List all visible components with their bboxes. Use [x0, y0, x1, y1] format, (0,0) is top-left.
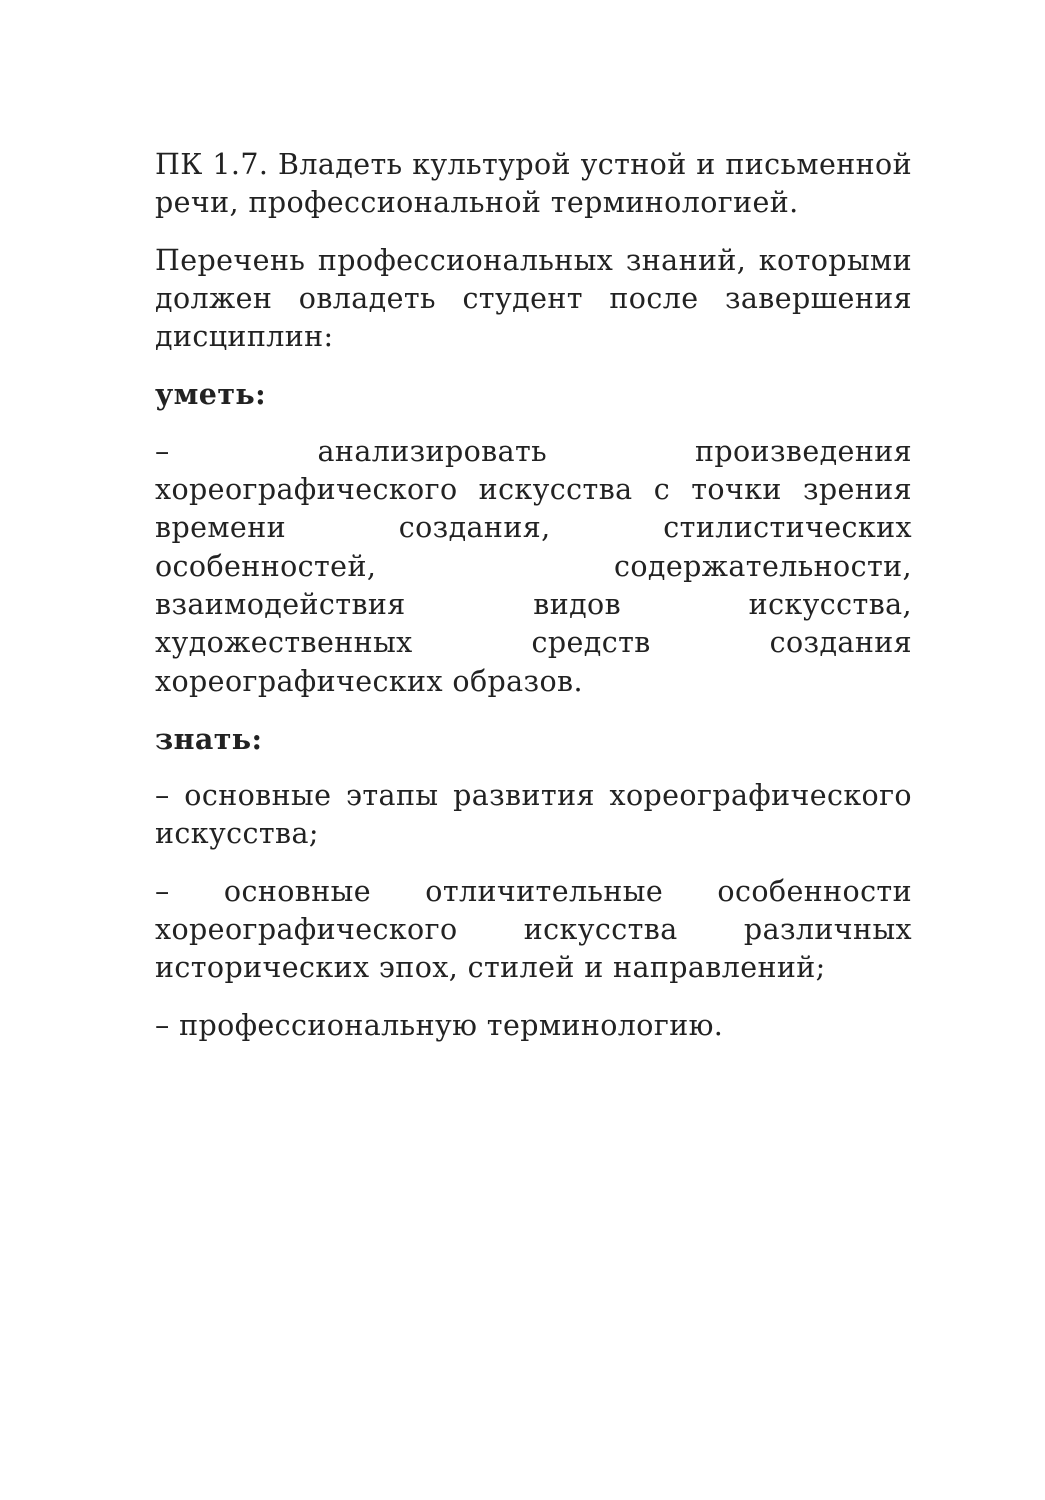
paragraph-knowledge-list-intro: Перечень профессиональных знаний, которыми должен овладеть студент после завершения дисциплин: — [155, 243, 912, 354]
heading-umet: уметь: — [155, 377, 267, 412]
list-item-znat-1: – основные этапы развития хореографического искусства; — [155, 779, 912, 851]
paragraph-pk-1-7: ПК 1.7. Владеть культурой устной и письменной речи, профессиональной терминологией. — [155, 148, 912, 220]
heading-znat: знать: — [155, 721, 263, 756]
document-body — [155, 146, 912, 1064]
list-item-znat-3: – профессиональную терминологию. — [155, 1008, 724, 1042]
list-item-umet-1: – анализировать произведения хореографического искусства с точки зрения времени создания, стилистических особенностей, содержательности, взаимодействия видов искусства, художественных средств создания хореографических образов. — [155, 434, 912, 698]
list-item-znat-2: – основные отличительные особенности хореографического искусства различных исторических эпох, стилей и направлений; — [155, 874, 912, 985]
